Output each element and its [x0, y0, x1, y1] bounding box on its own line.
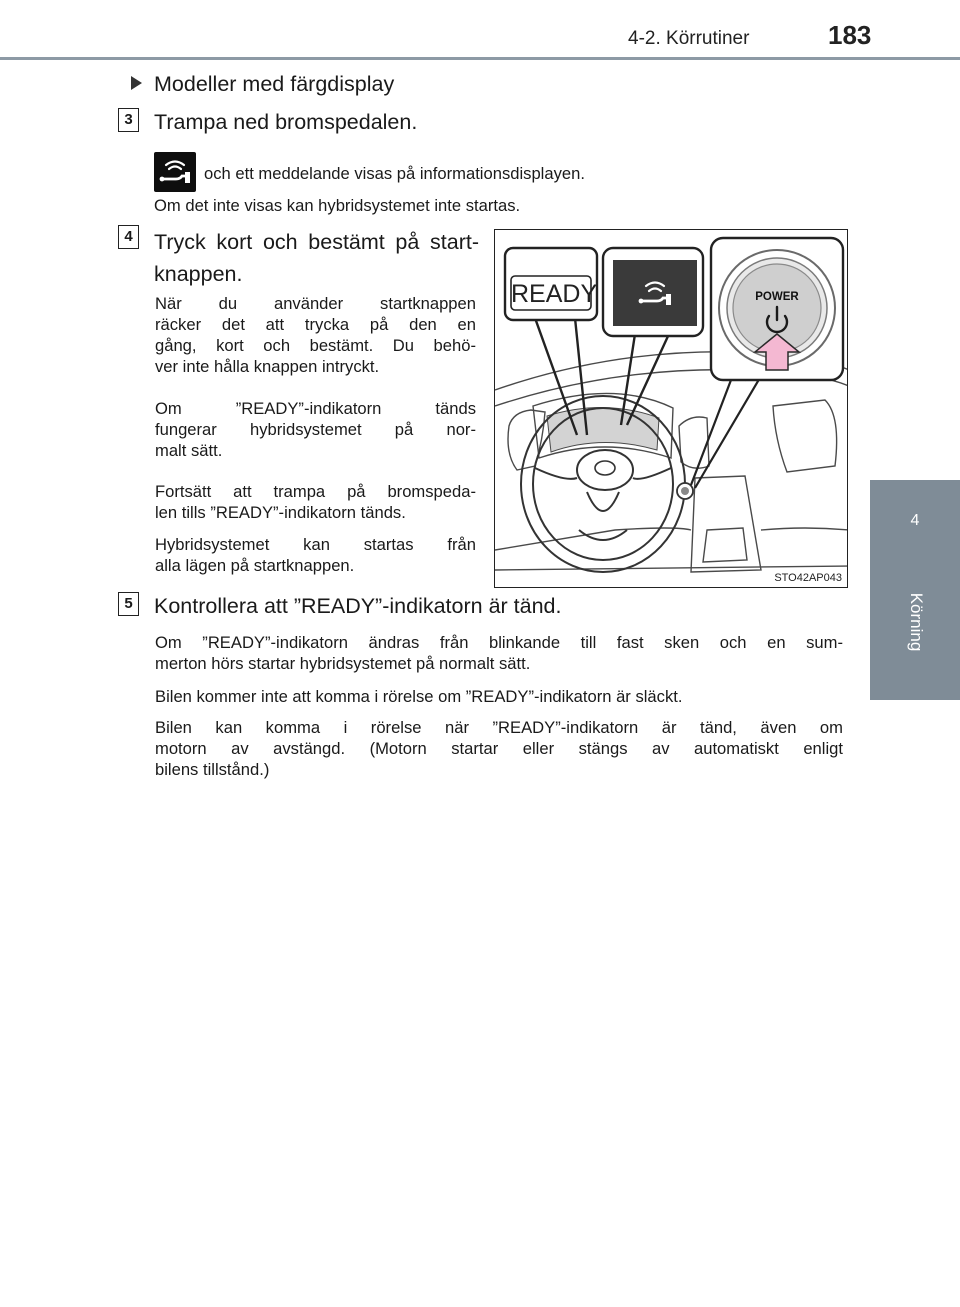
- power-button-label: POWER: [755, 291, 799, 303]
- subheading: Modeller med färgdisplay: [154, 72, 395, 96]
- step-number-3: 3: [118, 108, 139, 132]
- page-number: 183: [828, 20, 872, 50]
- step-5-para-2: [155, 686, 843, 707]
- step-4-title-line-1: Tryck kort och bestämt på start-: [154, 230, 479, 254]
- step-5-para-3-line: Bilen kan komma i rörelse när ”READY”-indikatorn är tänd, även om: [155, 718, 843, 737]
- chapter-number: 4: [910, 512, 920, 529]
- step-4-para-2-line: Om ”READY”-indikatorn tänds: [155, 399, 476, 418]
- ready-indicator-label: READY: [511, 280, 598, 308]
- step-4-para-3: [155, 481, 476, 523]
- step-4-para-2: [155, 398, 476, 461]
- step-5-para-1-line: Om ”READY”-indikatorn ändras från blinkande till fast sken och en sum-: [155, 633, 843, 652]
- step-4-title: [154, 226, 479, 290]
- step-4-para-2-line: fungerar hybridsystemet på nor-: [155, 420, 476, 439]
- step-4-para-1: [155, 293, 476, 377]
- step-5-para-1: [155, 632, 843, 674]
- step-4-para-2-line: malt sätt.: [155, 441, 223, 460]
- step-3-text-1: och ett meddelande visas på informationsdisplayen.: [204, 164, 585, 183]
- step-4-para-1-line: ver inte hålla knappen intryckt.: [155, 357, 380, 376]
- step-4-para-3-line: Fortsätt att trampa på bromspeda-: [155, 482, 476, 501]
- step-number-4: 4: [118, 225, 139, 249]
- brake-pedal-icon: [633, 274, 677, 314]
- step-4-para-1-line: gång, kort och bestämt. Du behö-: [155, 336, 476, 355]
- step-5-para-3: [155, 717, 843, 780]
- step-4-para-1-line: När du använder startknappen: [155, 294, 476, 313]
- step-5-para-2-line: Bilen kommer inte att komma i rörelse om ”READY”-indikatorn är släckt.: [155, 687, 683, 706]
- step-4-para-4: [155, 534, 476, 576]
- dashboard-illustration: [494, 229, 848, 588]
- step-number-5: 5: [118, 592, 139, 616]
- step-4-title-line-2: knappen.: [154, 262, 243, 286]
- step-4-para-4-line: Hybridsystemet kan startas från: [155, 535, 476, 554]
- step-5-para-1-line: merton hörs startar hybridsystemet på normalt sätt.: [155, 654, 531, 673]
- figure-code: STO42AP043: [774, 572, 842, 584]
- step-4-para-4-line: alla lägen på startknappen.: [155, 556, 355, 575]
- step-5-para-3-line: motorn av avstängd. (Motorn startar eller stängs av automatiskt enligt: [155, 739, 843, 758]
- step-3-text-2: Om det inte visas kan hybridsystemet inte startas.: [154, 196, 521, 215]
- step-3-title: Trampa ned bromspedalen.: [154, 110, 418, 134]
- step-5-para-3-line: bilens tillstånd.): [155, 760, 270, 779]
- chapter-label: Körning: [907, 592, 926, 652]
- step-5-title: Kontrollera att ”READY”-indikatorn är tänd.: [154, 594, 562, 618]
- chapter-label-wrap: [893, 582, 939, 662]
- step-4-para-3-line: len tills ”READY”-indikatorn tänds.: [155, 503, 406, 522]
- step-4-para-1-line: räcker det att trycka på den en: [155, 315, 476, 334]
- header-divider: [0, 57, 960, 60]
- brake-pedal-icon: [154, 152, 196, 192]
- bullet-triangle-icon: [131, 76, 142, 90]
- section-title: 4-2. Körrutiner: [628, 28, 750, 49]
